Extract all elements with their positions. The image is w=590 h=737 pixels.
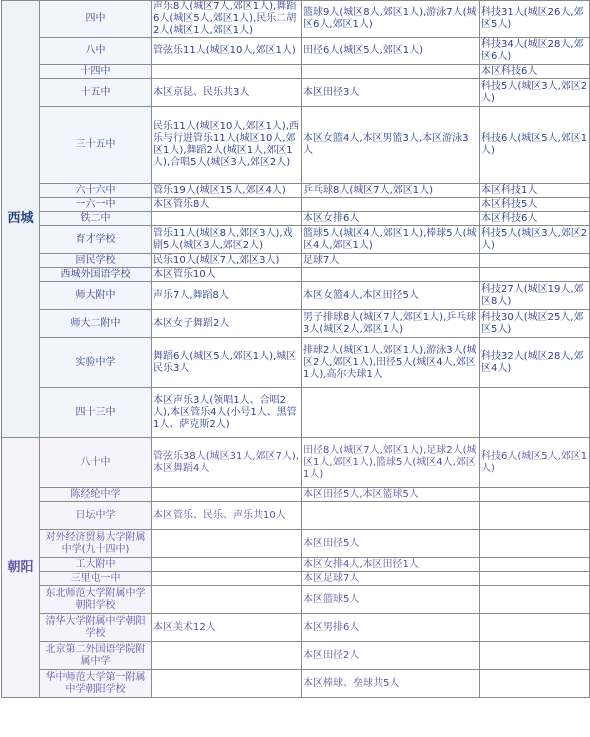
table-row — [2, 79, 590, 107]
school-name: 八十中 — [40, 438, 152, 488]
table-row — [2, 310, 590, 338]
sports-quota: 足球7人 — [302, 254, 480, 268]
school-name: 回民学校 — [40, 254, 152, 268]
school-name: 四十三中 — [40, 388, 152, 438]
sports-quota: 本区女篮4人,本区田径5人 — [302, 282, 480, 310]
arts-quota: 声乐8人(城区7人,郊区1人),舞蹈6人(城区5人,郊区1人),民乐二胡2人(城区1人,郊区1人) — [152, 1, 302, 38]
sports-quota — [302, 65, 480, 79]
arts-quota — [152, 558, 302, 572]
table-row — [2, 184, 590, 198]
school-name: 北京第二外国语学院附属中学 — [40, 642, 152, 670]
arts-quota — [152, 65, 302, 79]
tech-quota — [480, 614, 590, 642]
table-row — [2, 502, 590, 530]
arts-quota: 民乐10人(城区7人,郊区3人) — [152, 254, 302, 268]
sports-quota: 田径8人(城区7人,郊区1人),足球2人(城区1人,郊区1人),篮球5人(城区4人,郊区1人) — [302, 438, 480, 488]
tech-quota: 科技5人(城区3人,郊区2人) — [480, 79, 590, 107]
school-name: 铁二中 — [40, 212, 152, 226]
arts-quota — [152, 572, 302, 586]
tech-quota — [480, 670, 590, 698]
table-row — [2, 254, 590, 268]
arts-quota — [152, 642, 302, 670]
sports-quota: 篮球9人(城区8人,郊区1人),游泳7人(城区6人,郊区1人) — [302, 1, 480, 38]
arts-quota: 本区美术12人 — [152, 614, 302, 642]
arts-quota: 声乐7人,舞蹈8人 — [152, 282, 302, 310]
school-name: 师大附中 — [40, 282, 152, 310]
arts-quota — [152, 670, 302, 698]
tech-quota: 本区科技6人 — [480, 65, 590, 79]
school-name: 对外经济贸易大学附属中学(九十四中) — [40, 530, 152, 558]
arts-quota — [152, 530, 302, 558]
tech-quota — [480, 488, 590, 502]
tech-quota: 科技5人(城区3人,郊区2人) — [480, 226, 590, 254]
arts-quota: 民乐11人(城区10人,郊区1人),西乐与行进管乐11人(城区10人,郊区1人),舞蹈2人(城区1人,郊区1人),合唱5人(城区3人,郊区2人) — [152, 107, 302, 184]
sports-quota: 本区田径5人,本区篮球5人 — [302, 488, 480, 502]
school-name: 四中 — [40, 1, 152, 38]
table-row — [2, 198, 590, 212]
tech-quota: 科技30人(城区25人,郊区5人) — [480, 310, 590, 338]
arts-quota: 管乐19人(城区15人,郊区4人) — [152, 184, 302, 198]
sports-quota: 本区女排6人 — [302, 212, 480, 226]
arts-quota: 本区管乐8人 — [152, 198, 302, 212]
table-row — [2, 212, 590, 226]
sports-quota — [302, 502, 480, 530]
tech-quota — [480, 254, 590, 268]
sports-quota: 男子排球8人(城区7人,郊区1人),乒乓球3人(城区2人,郊区1人) — [302, 310, 480, 338]
sports-quota: 田径6人(城区5人,郊区1人) — [302, 38, 480, 65]
arts-quota: 本区管乐、民乐、声乐共10人 — [152, 502, 302, 530]
table-row — [2, 558, 590, 572]
school-name: 三十五中 — [40, 107, 152, 184]
table-row — [2, 530, 590, 558]
table-row — [2, 388, 590, 438]
arts-quota: 舞蹈6人(城区5人,郊区1人),城区民乐3人 — [152, 338, 302, 388]
tech-quota — [480, 530, 590, 558]
school-name: 东北师范大学附属中学朝阳学校 — [40, 586, 152, 614]
tech-quota: 科技6人(城区5人,郊区1人) — [480, 107, 590, 184]
school-name: 华中师范大学第一附属中学朝阳学校 — [40, 670, 152, 698]
school-name: 工大附中 — [40, 558, 152, 572]
sports-quota: 篮球5人(城区4人,郊区1人),棒球5人(城区4人,郊区1人) — [302, 226, 480, 254]
table-row — [2, 282, 590, 310]
arts-quota: 本区女子舞蹈2人 — [152, 310, 302, 338]
table-row — [2, 642, 590, 670]
sports-quota: 乒乓球8人(城区7人,郊区1人) — [302, 184, 480, 198]
tech-quota: 科技32人(城区28人,郊区4人) — [480, 338, 590, 388]
arts-quota — [152, 212, 302, 226]
table-row — [2, 65, 590, 79]
table-row — [2, 614, 590, 642]
table-row — [2, 338, 590, 388]
sports-quota: 本区女篮4人,本区男篮3人,本区游泳3人 — [302, 107, 480, 184]
tech-quota: 科技34人(城区28人,郊区6人) — [480, 38, 590, 65]
table-row — [2, 107, 590, 184]
tech-quota: 科技27人(城区19人,郊区8人) — [480, 282, 590, 310]
school-name: 八中 — [40, 38, 152, 65]
district-label: 西城 — [2, 1, 40, 438]
school-name: 师大二附中 — [40, 310, 152, 338]
tech-quota: 本区科技6人 — [480, 212, 590, 226]
table-row — [2, 38, 590, 65]
table-row — [2, 268, 590, 282]
table-row — [2, 438, 590, 488]
sports-quota: 本区女排4人,本区田径1人 — [302, 558, 480, 572]
admission-table — [1, 0, 590, 698]
school-name: 一六一中 — [40, 198, 152, 212]
sports-quota: 排球2人(城区1人,郊区1人),游泳3人(城区2人,郊区1人),田径5人(城区4人,郊区1人),高尔夫球1人 — [302, 338, 480, 388]
tech-quota — [480, 572, 590, 586]
table-row — [2, 572, 590, 586]
school-name: 陈经纶中学 — [40, 488, 152, 502]
tech-quota — [480, 642, 590, 670]
sports-quota: 本区篮球5人 — [302, 586, 480, 614]
tech-quota — [480, 388, 590, 438]
arts-quota — [152, 488, 302, 502]
sports-quota: 本区田径3人 — [302, 79, 480, 107]
sports-quota: 本区田径5人 — [302, 530, 480, 558]
school-name: 清华大学附属中学朝阳学校 — [40, 614, 152, 642]
district-label: 朝阳 — [2, 438, 40, 698]
tech-quota: 本区科技5人 — [480, 198, 590, 212]
sports-quota: 本区足球7人 — [302, 572, 480, 586]
sports-quota: 本区男排6人 — [302, 614, 480, 642]
school-name: 日坛中学 — [40, 502, 152, 530]
arts-quota: 管弦乐38人(城区31人,郊区7人),本区舞蹈4人 — [152, 438, 302, 488]
sports-quota — [302, 388, 480, 438]
tech-quota: 科技6人(城区5人,郊区1人) — [480, 438, 590, 488]
tech-quota — [480, 586, 590, 614]
school-name: 十五中 — [40, 79, 152, 107]
arts-quota: 本区京昆、民乐共3人 — [152, 79, 302, 107]
tech-quota: 本区科技1人 — [480, 184, 590, 198]
sports-quota: 本区田径2人 — [302, 642, 480, 670]
tech-quota — [480, 558, 590, 572]
sports-quota — [302, 198, 480, 212]
school-name: 西城外国语学校 — [40, 268, 152, 282]
sports-quota — [302, 268, 480, 282]
arts-quota: 本区声乐3人(领唱1人、合唱2人),本区管乐4人(小号1人、黑管1人、萨克斯2人) — [152, 388, 302, 438]
tech-quota — [480, 502, 590, 530]
table-row — [2, 670, 590, 698]
tech-quota: 科技31人(城区26人,郊区5人) — [480, 1, 590, 38]
school-name: 三里屯一中 — [40, 572, 152, 586]
table-row — [2, 1, 590, 38]
school-name: 十四中 — [40, 65, 152, 79]
arts-quota: 本区管乐10人 — [152, 268, 302, 282]
table-row — [2, 586, 590, 614]
arts-quota — [152, 586, 302, 614]
school-name: 育才学校 — [40, 226, 152, 254]
school-name: 实验中学 — [40, 338, 152, 388]
sports-quota: 本区棒球、垒球共5人 — [302, 670, 480, 698]
school-name: 六十六中 — [40, 184, 152, 198]
table-row — [2, 226, 590, 254]
arts-quota: 管弦乐11人(城区10人,郊区1人) — [152, 38, 302, 65]
tech-quota — [480, 268, 590, 282]
table-row — [2, 488, 590, 502]
arts-quota: 管乐11人(城区8人,郊区3人),戏剧5人(城区3人,郊区2人) — [152, 226, 302, 254]
